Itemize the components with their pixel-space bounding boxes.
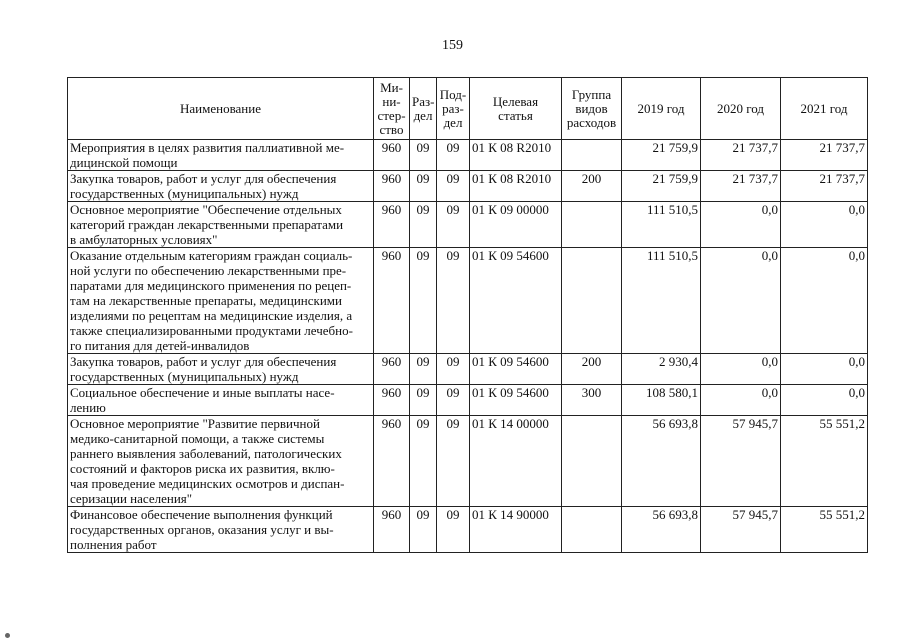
cell-ministry: 960	[374, 202, 410, 248]
col-header-subsection-text: Под- раз- дел	[439, 86, 467, 130]
cell-y2021: 0,0	[781, 202, 868, 248]
cell-y2020: 0,0	[701, 354, 781, 385]
cell-section: 09	[410, 507, 437, 553]
cell-y2021: 0,0	[781, 385, 868, 416]
col-header-2021: 2021 год	[781, 78, 868, 140]
cell-ministry: 960	[374, 171, 410, 202]
cell-group	[562, 507, 622, 553]
cell-ministry: 960	[374, 385, 410, 416]
cell-y2021: 0,0	[781, 354, 868, 385]
cell-group	[562, 140, 622, 171]
cell-y2019: 111 510,5	[622, 248, 701, 354]
cell-name: Основное мероприятие "Обеспечение отдельных категорий граждан лекарственными препаратами в амбулаторных условиях"	[68, 202, 374, 248]
col-header-expense-group-text: Группа видов расходов	[566, 86, 617, 130]
table-row	[68, 507, 868, 553]
cell-target: 01 К 09 54600	[470, 354, 562, 385]
cell-group	[562, 202, 622, 248]
cell-y2020: 0,0	[701, 202, 781, 248]
cell-section: 09	[410, 385, 437, 416]
cell-y2019: 111 510,5	[622, 202, 701, 248]
cell-y2019: 21 759,9	[622, 140, 701, 171]
cell-subsection: 09	[437, 140, 470, 171]
table-row	[68, 140, 868, 171]
col-header-section-text: Раз- дел	[412, 93, 435, 123]
cell-ministry: 960	[374, 507, 410, 553]
cell-y2020: 0,0	[701, 248, 781, 354]
col-header-ministry	[374, 78, 410, 140]
cell-y2021: 21 737,7	[781, 140, 868, 171]
cell-y2020: 21 737,7	[701, 140, 781, 171]
cell-target: 01 К 14 00000	[470, 416, 562, 507]
col-header-2020: 2020 год	[701, 78, 781, 140]
cell-target: 01 К 08 R2010	[470, 171, 562, 202]
col-header-2019: 2019 год	[622, 78, 701, 140]
cell-group	[562, 248, 622, 354]
cell-target: 01 К 09 54600	[470, 385, 562, 416]
header-row	[68, 78, 868, 140]
cell-section: 09	[410, 248, 437, 354]
cell-subsection: 09	[437, 248, 470, 354]
col-header-ministry-text: Ми- ни- стер- ство	[377, 79, 406, 137]
col-header-target-text: Целевая статья	[492, 93, 539, 123]
cell-group: 200	[562, 171, 622, 202]
cell-section: 09	[410, 202, 437, 248]
cell-section: 09	[410, 140, 437, 171]
cell-ministry: 960	[374, 416, 410, 507]
col-header-subsection	[437, 78, 470, 140]
col-header-name: Наименование	[68, 78, 374, 140]
cell-target: 01 К 09 00000	[470, 202, 562, 248]
cell-ministry: 960	[374, 354, 410, 385]
cell-name: Закупка товаров, работ и услуг для обеспечения государственных (муниципальных) нужд	[68, 354, 374, 385]
cell-group: 300	[562, 385, 622, 416]
cell-section: 09	[410, 171, 437, 202]
cell-name: Закупка товаров, работ и услуг для обеспечения государственных (муниципальных) нужд	[68, 171, 374, 202]
cell-subsection: 09	[437, 416, 470, 507]
cell-ministry: 960	[374, 248, 410, 354]
cell-y2019: 108 580,1	[622, 385, 701, 416]
cell-y2020: 57 945,7	[701, 416, 781, 507]
cell-subsection: 09	[437, 202, 470, 248]
cell-y2020: 21 737,7	[701, 171, 781, 202]
cell-name: Мероприятия в целях развития паллиативной ме- дицинской помощи	[68, 140, 374, 171]
cell-y2020: 0,0	[701, 385, 781, 416]
cell-y2019: 56 693,8	[622, 507, 701, 553]
cell-ministry: 960	[374, 140, 410, 171]
cell-subsection: 09	[437, 354, 470, 385]
col-header-expense-group	[562, 78, 622, 140]
col-header-section	[410, 78, 437, 140]
table-body	[68, 140, 868, 553]
cell-y2021: 55 551,2	[781, 416, 868, 507]
col-header-target	[470, 78, 562, 140]
cell-section: 09	[410, 354, 437, 385]
table-row	[68, 416, 868, 507]
cell-name: Оказание отдельным категориям граждан социаль- ной услуги по обеспечению лекарственными пре- паратами для медицинского применения по рецеп- там на лекарственные препараты, медицинскими изделиями по рецептам на медицинские изделия, а также специализированными продуктами лечебно- го питания для детей-инвалидов	[68, 248, 374, 354]
scan-dot	[5, 633, 10, 638]
cell-name: Финансовое обеспечение выполнения функций государственных органов, оказания услуг и вы- полнения работ	[68, 507, 374, 553]
table-row	[68, 171, 868, 202]
cell-target: 01 К 14 90000	[470, 507, 562, 553]
page-number: 159	[442, 38, 463, 53]
table-row	[68, 385, 868, 416]
cell-section: 09	[410, 416, 437, 507]
cell-y2019: 2 930,4	[622, 354, 701, 385]
table-row	[68, 248, 868, 354]
cell-y2019: 56 693,8	[622, 416, 701, 507]
budget-table	[67, 77, 868, 553]
table-row	[68, 354, 868, 385]
cell-y2019: 21 759,9	[622, 171, 701, 202]
cell-y2021: 21 737,7	[781, 171, 868, 202]
cell-group	[562, 416, 622, 507]
cell-subsection: 09	[437, 507, 470, 553]
cell-target: 01 К 08 R2010	[470, 140, 562, 171]
cell-name: Основное мероприятие "Развитие первичной медико-санитарной помощи, а также системы раннего выявления заболеваний, патологических состояний и факторов риска их развития, вклю- чая проведение медицинских осмотров и диспан- серизации населения"	[68, 416, 374, 507]
cell-y2020: 57 945,7	[701, 507, 781, 553]
cell-group: 200	[562, 354, 622, 385]
table-row	[68, 202, 868, 248]
cell-y2021: 0,0	[781, 248, 868, 354]
cell-y2021: 55 551,2	[781, 507, 868, 553]
cell-name: Социальное обеспечение и иные выплаты насе- лению	[68, 385, 374, 416]
cell-subsection: 09	[437, 385, 470, 416]
cell-target: 01 К 09 54600	[470, 248, 562, 354]
cell-subsection: 09	[437, 171, 470, 202]
